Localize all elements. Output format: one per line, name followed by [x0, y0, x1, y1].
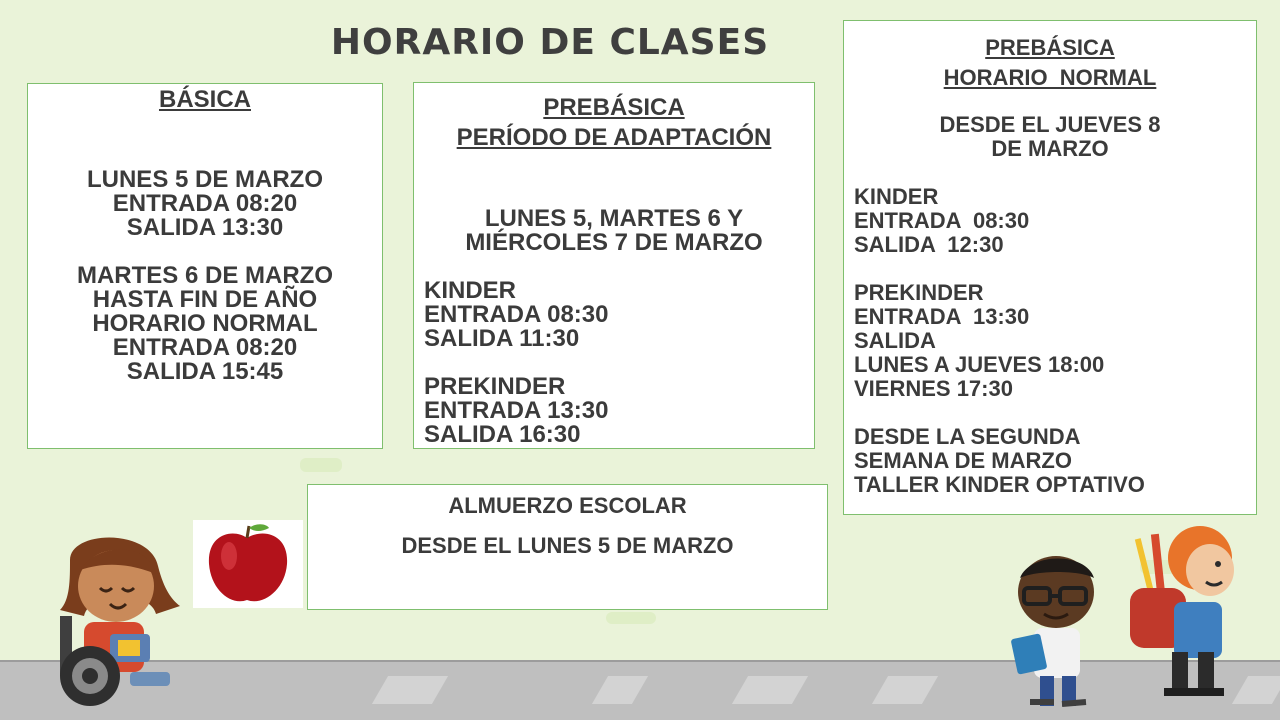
prekinder-label: PREKINDER: [854, 280, 984, 305]
prekinder-viernes: VIERNES 17:30: [854, 376, 1013, 401]
prebasica-heading: PREBÁSICA: [985, 35, 1115, 60]
basica-line: ENTRADA 08:20: [112, 334, 298, 361]
kinder-entrada: ENTRADA 08:30: [424, 301, 609, 328]
basica-heading: BÁSICA: [158, 86, 251, 113]
adaptacion-heading: PERÍODO DE ADAPTACIÓN: [456, 124, 772, 151]
boy-glasses-illustration: [1000, 552, 1110, 712]
almuerzo-text: DESDE EL LUNES 5 DE MARZO: [401, 533, 734, 558]
basica-line: ENTRADA 08:20: [112, 190, 298, 217]
dates-line: LUNES 5, MARTES 6 Y: [484, 205, 744, 232]
boy-backpack-illustration: [1124, 518, 1254, 698]
basica-line: HORARIO NORMAL: [92, 310, 318, 337]
kinder-salida: SALIDA 11:30: [424, 325, 580, 352]
taller-line: SEMANA DE MARZO: [854, 448, 1072, 473]
page-title: HORARIO DE CLASES: [330, 22, 770, 63]
kinder-label: KINDER: [854, 184, 939, 209]
prekinder-label: PREKINDER: [424, 373, 566, 400]
basica-line: HASTA FIN DE AÑO: [92, 286, 318, 313]
since-line: DE MARZO: [991, 136, 1109, 161]
kinder-entrada: ENTRADA 08:30: [854, 208, 1030, 233]
taller-line: DESDE LA SEGUNDA: [854, 424, 1081, 449]
bg-blob: [606, 612, 656, 624]
prekinder-entrada: ENTRADA 13:30: [424, 397, 609, 424]
bg-blob: [300, 458, 342, 472]
prebasica-normal-panel: [843, 20, 1257, 515]
apple-icon: [193, 520, 303, 608]
basica-panel: [27, 83, 383, 449]
prekinder-entrada: ENTRADA 13:30: [854, 304, 1030, 329]
basica-line: MARTES 6 DE MARZO: [76, 262, 333, 289]
kinder-label: KINDER: [424, 277, 517, 304]
prebasica-heading: PREBÁSICA: [543, 94, 685, 121]
prekinder-salida: SALIDA 16:30: [424, 421, 581, 448]
almuerzo-heading: ALMUERZO ESCOLAR: [448, 493, 687, 518]
almuerzo-panel: [307, 484, 828, 610]
basica-line: LUNES 5 DE MARZO: [86, 166, 323, 193]
taller-line: TALLER KINDER OPTATIVO: [854, 472, 1145, 497]
since-line: DESDE EL JUEVES 8: [939, 112, 1161, 137]
basica-line: SALIDA 15:45: [126, 358, 284, 385]
kinder-salida: SALIDA 12:30: [854, 232, 1004, 257]
prekinder-lunes-jueves: LUNES A JUEVES 18:00: [854, 352, 1105, 377]
girl-wheelchair-illustration: [40, 530, 200, 710]
horario-normal-heading: HORARIO NORMAL: [943, 65, 1157, 90]
prebasica-adaptacion-panel: [413, 82, 815, 449]
basica-line: SALIDA 13:30: [126, 214, 284, 241]
dates-line: MIÉRCOLES 7 DE MARZO: [465, 229, 763, 256]
prekinder-salida: SALIDA: [854, 328, 936, 353]
